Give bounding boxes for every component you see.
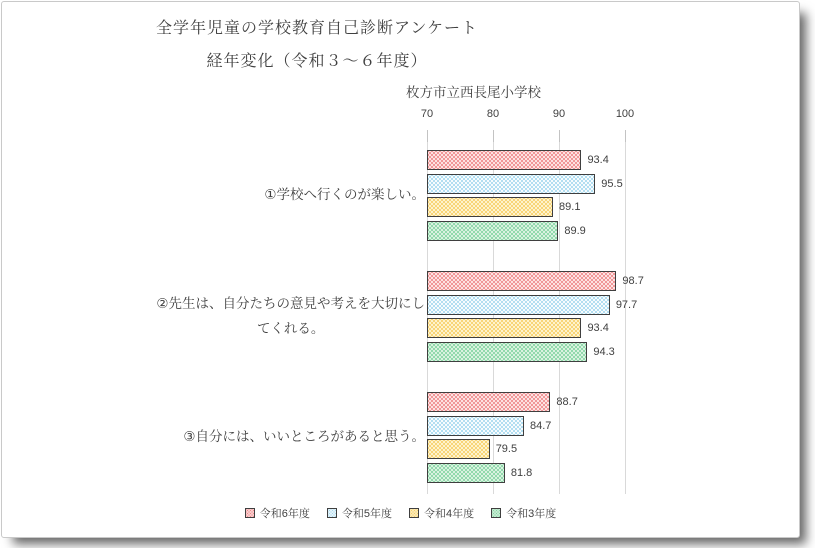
chart-title-line2: 経年変化（令和３～６年度） bbox=[206, 53, 428, 70]
data-label: 88.7 bbox=[556, 396, 578, 408]
legend-label: 令和6年度 bbox=[259, 508, 310, 520]
x-axis-tick-mark bbox=[493, 130, 494, 142]
legend-item bbox=[245, 505, 310, 521]
legend-swatch-icon bbox=[245, 508, 255, 518]
category-label-text: ①学校へ行くのが楽しい。 bbox=[264, 187, 425, 203]
chart-title-line1: 全学年児童の学校教育自己診断アンケート bbox=[155, 20, 479, 37]
legend-label: 令和3年度 bbox=[506, 508, 557, 520]
legend-label: 令和5年度 bbox=[341, 508, 392, 520]
category-label-text: ③自分には、いいところがあると思う。 bbox=[183, 429, 425, 445]
category-label-text: ②先生は、自分たちの意見や考えを大切にし てくれる。 bbox=[156, 295, 425, 337]
bar-令和3年度 bbox=[427, 342, 587, 362]
bar-令和5年度 bbox=[427, 174, 595, 194]
gridline bbox=[625, 142, 626, 494]
legend-swatch-icon bbox=[327, 508, 337, 518]
data-label: 79.5 bbox=[495, 443, 518, 455]
bar-令和3年度 bbox=[427, 221, 558, 241]
data-label: 89.9 bbox=[564, 224, 586, 237]
bar-令和6年度 bbox=[427, 150, 581, 170]
chart-card bbox=[1, 1, 800, 538]
bar-令和4年度 bbox=[427, 197, 553, 217]
x-axis-tick-label: 80 bbox=[486, 108, 500, 120]
data-label: 93.4 bbox=[587, 322, 609, 334]
legend-item bbox=[327, 505, 392, 521]
plot-area bbox=[2, 2, 799, 537]
x-axis-tick-mark bbox=[559, 130, 560, 142]
legend-swatch-icon bbox=[491, 508, 501, 518]
data-label: 93.4 bbox=[587, 154, 609, 166]
bar-令和6年度 bbox=[427, 271, 616, 291]
data-label: 81.8 bbox=[510, 466, 533, 479]
bar-令和4年度 bbox=[427, 439, 490, 459]
legend-label: 令和4年度 bbox=[424, 508, 475, 520]
legend bbox=[2, 505, 799, 521]
bar-令和4年度 bbox=[427, 318, 581, 338]
category-label bbox=[62, 392, 425, 483]
legend-item bbox=[491, 505, 556, 521]
legend-item bbox=[409, 505, 474, 521]
category-label bbox=[62, 150, 425, 241]
school-name: 枚方市立西長尾小学校 bbox=[406, 85, 541, 100]
data-label: 98.7 bbox=[622, 275, 644, 287]
bar-令和5年度 bbox=[427, 295, 610, 315]
x-axis-tick-label: 100 bbox=[615, 108, 635, 120]
x-axis-tick-mark bbox=[427, 130, 428, 142]
bar-令和6年度 bbox=[427, 392, 550, 412]
data-label: 84.7 bbox=[530, 419, 552, 432]
data-label: 89.1 bbox=[559, 201, 581, 213]
category-label bbox=[62, 271, 425, 362]
legend-swatch-icon bbox=[409, 508, 419, 518]
x-axis-tick-label: 90 bbox=[552, 108, 566, 120]
bar-令和5年度 bbox=[427, 416, 524, 436]
bar-令和3年度 bbox=[427, 463, 505, 483]
data-label: 95.5 bbox=[601, 177, 623, 190]
data-label: 97.7 bbox=[615, 298, 638, 311]
x-axis-tick-mark bbox=[625, 130, 626, 142]
x-axis-tick-label: 70 bbox=[420, 108, 434, 120]
data-label: 94.3 bbox=[593, 345, 615, 358]
